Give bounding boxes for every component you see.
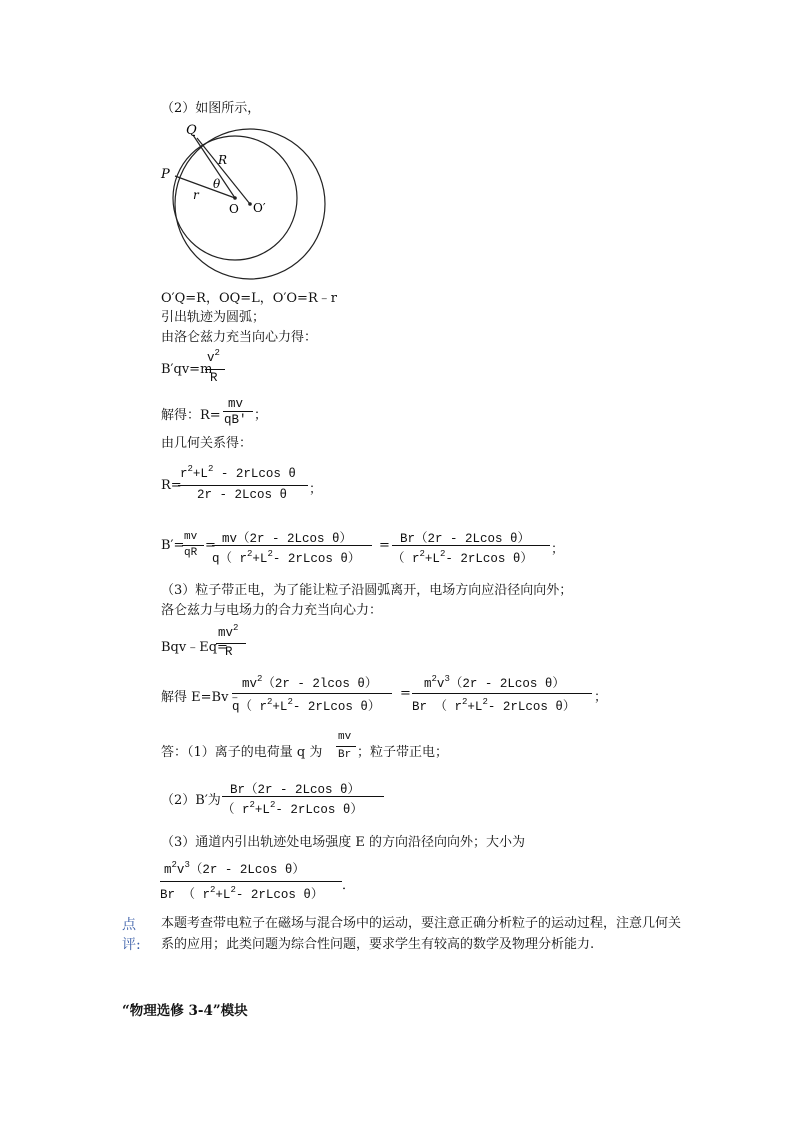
eq2-bar xyxy=(223,411,253,412)
eq4-eq1: = xyxy=(205,538,216,553)
answer1-pre: 答：（1）离子的电荷量 q 为 xyxy=(161,745,323,760)
eq4-f2-num: mv（2r - 2Lcos θ） xyxy=(222,532,353,546)
label-P: P xyxy=(161,167,170,182)
eq2-tail: ； xyxy=(254,408,268,423)
comment-label-2: 评: xyxy=(122,937,141,953)
lorentz-line: 由洛仑兹力充当向心力得： xyxy=(161,330,318,345)
eq4-f3-num: Br（2r - 2Lcos θ） xyxy=(400,532,531,546)
eq1-lhs: B′qv=m xyxy=(161,362,213,377)
eq6-f1-den: q（ $r^2+L^2-$ 2rLcos θ） xyxy=(232,697,381,714)
circle-figure xyxy=(155,118,340,288)
answer1-post: ；粒子带正电； xyxy=(357,745,449,760)
eq4-f3-bar xyxy=(392,545,550,546)
eq3-tail: ； xyxy=(309,482,323,497)
geo-line: 由几何关系得： xyxy=(161,436,253,451)
answer3-bar xyxy=(160,881,342,882)
eq4-f1-num: mv xyxy=(184,531,198,543)
label-Oprime: O′ xyxy=(253,201,266,215)
answer3: （3）通道内引出轨迹处电场强度 E 的方向沿径向向外；大小为 xyxy=(161,835,526,850)
label-Q: Q xyxy=(186,123,197,138)
point-O xyxy=(233,196,237,200)
label-theta: θ xyxy=(213,177,221,191)
eq4-tail: ； xyxy=(551,542,565,557)
eq2-den: qB′ xyxy=(224,413,247,427)
eq3-bar xyxy=(178,485,308,486)
eq5-lhs: Bqv﹣Eq= xyxy=(161,640,228,655)
part3-line2: 洛仑兹力与电场力的合力充当向心力： xyxy=(161,603,383,618)
eq4-eq2: = xyxy=(379,538,390,553)
eq6-f2-bar xyxy=(412,693,592,694)
solve-label: 解得：R= xyxy=(161,408,221,423)
eq6-eq: = xyxy=(400,686,411,701)
label-r: r xyxy=(193,188,199,202)
eq1-num: $v^2$ xyxy=(207,348,220,365)
eq4-lhs: B′= xyxy=(161,538,185,553)
eq6-f1-bar xyxy=(232,693,392,694)
relation-line: O′Q=R，OQ=L，O′O=R﹣r xyxy=(161,291,337,306)
eq4-f1-bar xyxy=(182,545,204,546)
answer2-bar xyxy=(222,796,384,797)
eq6-f2-num: $m^2v^3(2r - 2Lcos$ θ） xyxy=(424,674,565,691)
part2-intro: （2）如图所示， xyxy=(161,101,261,116)
answer2-num: Br（2r - 2Lcos θ） xyxy=(230,783,361,797)
answer1-num: mv xyxy=(338,731,352,743)
eq5-bar xyxy=(216,643,246,644)
answer3-num: $m^2v^3(2r - 2Lcos$ θ） xyxy=(164,860,305,877)
point-Oprime xyxy=(248,202,252,206)
eq4-f3-den: （ $r^2+L^2-$ 2rLcos θ） xyxy=(392,549,533,566)
answer1-bar xyxy=(336,746,356,747)
eq6-tail: ； xyxy=(594,690,608,705)
answer2-pre: （2）B′为 xyxy=(161,793,221,808)
comment-text: 本题考查带电粒子在磁场与混合场中的运动，要注意正确分析粒子的运动过程，注意几何关系的应用；此类问题为综合性问题，要求学生有较高的数学及物理分析能力. xyxy=(161,916,682,952)
eq4-f2-den: q（ $r^2+L^2-$ 2rLcos θ） xyxy=(212,549,361,566)
section-title: “物理选修 3-4”模块 xyxy=(122,1003,248,1019)
eq6-lhs: 解得 E=Bv﹣ xyxy=(161,690,242,705)
eq3-lhs: R= xyxy=(161,478,182,493)
eq2-num: mv xyxy=(228,397,244,411)
answer3-den: Br （ $r^2+L^2-$ 2rLcos θ） xyxy=(160,885,324,902)
eq6-f1-num: $mv^2(2r - 2lcos$ θ） xyxy=(242,674,378,691)
answer3-tail: ． xyxy=(342,878,356,893)
part3-line1: （3）粒子带正电，为了能让粒子沿圆弧离开，电场方向应沿径向向外； xyxy=(161,583,573,598)
eq5-den: R xyxy=(225,645,233,659)
comment-label-1: 点 xyxy=(122,917,136,933)
eq1-bar xyxy=(205,369,225,370)
answer1-den: Br xyxy=(338,749,352,761)
eq6-f2-den: Br （ $r^2+L^2-$ 2rLcos θ） xyxy=(412,697,576,714)
label-R: R xyxy=(218,153,228,167)
eq5-num: $mv^2$ xyxy=(218,623,239,640)
label-O: O xyxy=(229,202,239,216)
eq4-f1-den: qR xyxy=(184,547,198,559)
radius-r-line xyxy=(175,176,235,198)
eq3-den: 2r - 2Lcos θ xyxy=(197,488,288,502)
eq3-num: $r^2+L^2 - 2rLcos$ θ xyxy=(180,464,296,481)
eq4-f2-bar xyxy=(212,545,372,546)
arc-line: 引出轨迹为圆弧； xyxy=(161,310,266,325)
eq1-den: R xyxy=(210,371,218,385)
answer2-den: （ $r^2+L^2-$ 2rLcos θ） xyxy=(222,800,363,817)
